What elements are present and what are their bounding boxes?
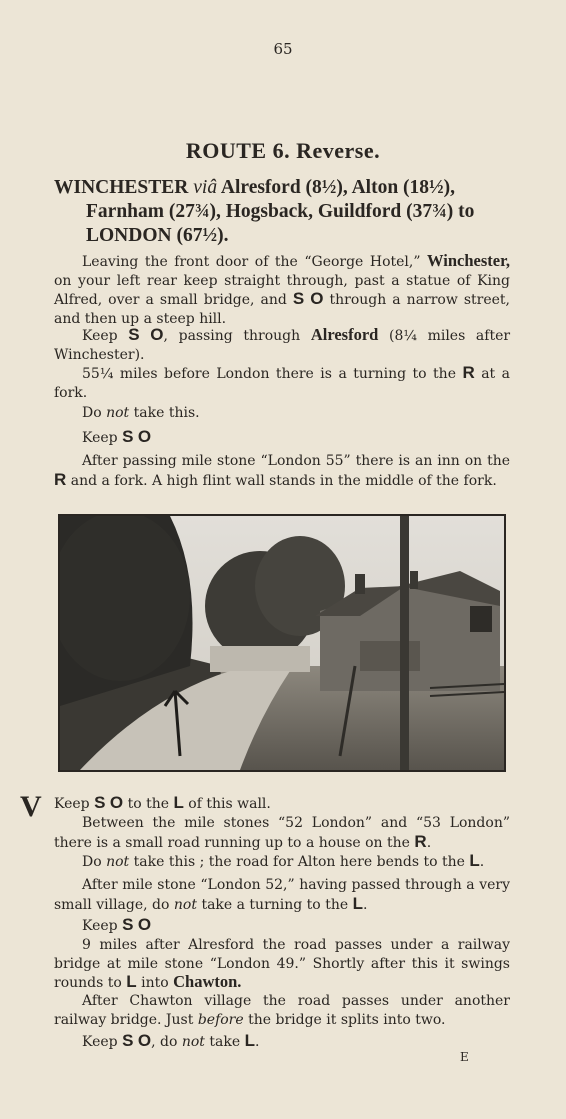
- route-title: ROUTE 6. Reverse.: [185, 138, 381, 163]
- route-heading: [54, 176, 516, 248]
- p2-text-a: Keep: [82, 328, 118, 344]
- paragraph-4: [54, 404, 510, 423]
- p4-text-a: Do: [82, 405, 102, 421]
- paragraph-2: [54, 326, 510, 364]
- paragraph-9: Do not take this ; the road for Alton here bends to the L.: [54, 852, 510, 872]
- p7-text-c: of this wall.: [188, 796, 271, 812]
- p7-text-a: Keep: [54, 796, 90, 812]
- heading-start: WINCHESTER: [54, 177, 189, 198]
- p14-text-c: take: [209, 1034, 241, 1050]
- heading-via: viâ: [193, 177, 218, 198]
- p2-text-b: , passing through: [163, 328, 301, 344]
- p9-text-a: Do: [82, 854, 102, 870]
- paragraph-12: [54, 936, 510, 993]
- symbol-on: O: [150, 325, 164, 344]
- p9-emphasis: not: [106, 854, 130, 870]
- p12-text-b: into: [141, 975, 169, 991]
- signature-mark: E: [460, 1050, 469, 1064]
- p1-text-b: on your left rear keep straight through, past a statue of King Alfred, over a small bridge, and: [54, 272, 510, 308]
- paragraph-14: Keep S O, do not take L.: [54, 1032, 510, 1052]
- paragraph-5: [54, 428, 510, 448]
- p3-text-a: 55¼ miles before London there is a turning to the: [82, 366, 456, 382]
- page-number: 65: [273, 40, 293, 58]
- symbol-on: O: [310, 289, 324, 308]
- heading-line3: LONDON (67½).: [86, 225, 229, 246]
- road-photograph: [58, 514, 506, 772]
- p12-text-a: 9 miles after Alresford the road passes under a railway bridge at mile stone “London 49.” Shortly after this it swings rounds to: [54, 937, 510, 991]
- symbol-left: L: [352, 893, 363, 913]
- p5-text: Keep: [82, 430, 118, 446]
- p3-text-b: at a fork.: [54, 366, 510, 401]
- symbol-straight: S: [122, 915, 134, 934]
- symbol-straight: S: [128, 325, 140, 344]
- symbol-straight: S: [122, 1031, 134, 1050]
- p7-text-b: to the: [127, 796, 169, 812]
- paragraph-7: [54, 794, 510, 814]
- paragraph-6: [54, 452, 510, 490]
- paragraph-1: [54, 252, 510, 328]
- p14-text-b: , do: [151, 1034, 178, 1050]
- symbol-right: R: [54, 469, 67, 489]
- symbol-straight: S: [122, 427, 134, 446]
- paragraph-10: After mile stone “London 52,” having passed through a very small village, do not take a turning to the L.: [54, 877, 510, 913]
- symbol-left: L: [126, 972, 137, 991]
- p14-emphasis: not: [181, 1034, 205, 1050]
- margin-mark: V: [20, 790, 42, 823]
- place-alresford: Alresford: [310, 325, 379, 344]
- symbol-on: O: [109, 793, 124, 812]
- paragraph-13: [54, 992, 510, 1029]
- p6-text-b: and a fork. A high flint wall stands in the middle of the fork.: [70, 472, 497, 489]
- p10-text-b: take a turning to the: [201, 896, 349, 913]
- p1-text-a: Leaving the front door of the “George Hotel,”: [82, 254, 421, 270]
- symbol-right: R: [414, 831, 427, 851]
- p9-text-b: take this ; the road for Alton here bends to the: [133, 854, 465, 870]
- symbol-straight: S: [94, 793, 106, 812]
- road-photo-image: [60, 516, 504, 770]
- symbol-straight: S: [292, 289, 305, 308]
- p13-text-b: the bridge it splits into two.: [248, 1011, 446, 1028]
- p13-text-a: After Chawton village the road passes under another railway bridge. Just: [54, 993, 510, 1028]
- paragraph-8: Between the mile stones “52 London” and “53 London” there is a small road running up to a house on the R.: [54, 815, 510, 851]
- p2-text-c: (8¼ miles after Winchester).: [54, 328, 511, 363]
- p6-text-a: After passing mile stone “London 55” there is an inn on the: [82, 453, 510, 469]
- p4-text-b: take this.: [133, 405, 200, 421]
- symbol-on: O: [137, 915, 152, 934]
- paragraph-3: [54, 364, 510, 402]
- symbol-on: O: [137, 427, 152, 446]
- p10-emphasis: not: [173, 896, 197, 913]
- symbol-right: R: [462, 363, 475, 382]
- symbol-on: O: [137, 1031, 152, 1050]
- heading-line1-rest: Alresford (8½), Alton (18½),: [220, 177, 456, 198]
- symbol-left: L: [469, 851, 480, 870]
- symbol-left: L: [244, 1031, 255, 1050]
- p4-emphasis: not: [106, 405, 130, 421]
- paragraph-11: [54, 916, 510, 936]
- p1-text-c: through a narrow street, and then up a steep hill.: [54, 292, 511, 327]
- p11-text: Keep: [82, 918, 118, 934]
- p13-emphasis: before: [197, 1011, 244, 1028]
- heading-line2: Farnham (27¾), Hogsback, Guildford (37¾) to: [86, 201, 475, 222]
- place-chawton: Chawton.: [173, 972, 242, 991]
- p8-text-a: Between the mile stones “52 London” and “53 London” there is a small road running up to a house on the: [54, 815, 510, 851]
- symbol-left: L: [173, 793, 184, 812]
- place-winchester: Winchester,: [427, 251, 511, 270]
- p10-text-a: After mile stone “London 52,” having passed through a very small village, do: [54, 877, 510, 913]
- p14-text-a: Keep: [82, 1034, 118, 1050]
